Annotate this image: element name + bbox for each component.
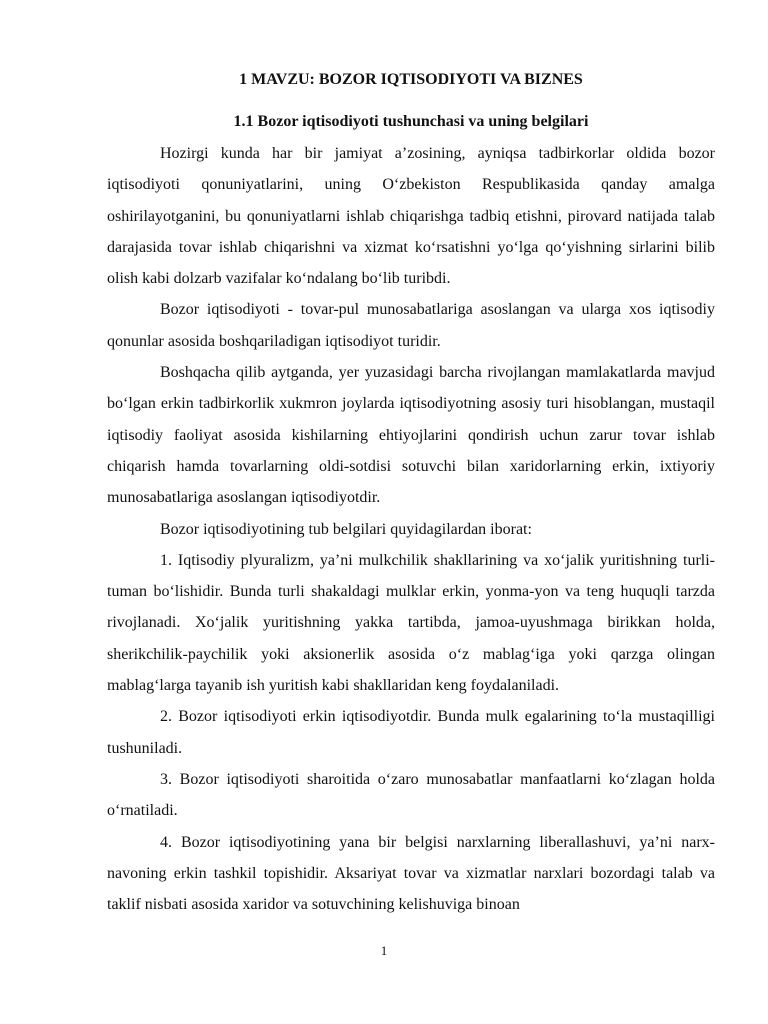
paragraph-feature-2: 2. Bozor iqtisodiyoti erkin iqtisodiyotdir. Bunda mulk egalarining to‘la mustaqilligi tushuniladi. [107, 708, 715, 757]
page-number: 1 [380, 943, 388, 958]
paragraph-intro: Hozirgi kunda har bir jamiyat a’zosining, ayniqsa tadbirkorlar oldida bozor iqtisodiyoti qonuniyatlarini, uning O‘zbekiston Respublikasida qanday amalga oshirilayotganini, bu qonuniyatlarni ishlab chiqarishga tadbiq etishni, pirovard natijada talab darajasida tovar ishlab chiqarishni va xizmat ko‘rsatishni yo‘lga qo‘yishning sirlarini bilib olish kabi dolzarb vazifalar ko‘ndalang bo‘lib turibdi. [107, 145, 715, 288]
page-content [107, 64, 715, 920]
paragraph-features-lead: Bozor iqtisodiyotining tub belgilari quyidagilardan iborat: [160, 520, 532, 538]
section-title: 1.1 Bozor iqtisodiyoti tushunchasi va uning belgilari [233, 113, 589, 130]
chapter-title: 1 MAVZU: BOZOR IQTISODIYOTI VA BIZNES [239, 71, 583, 88]
paragraph-definition: Bozor iqtisodiyoti - tovar-pul munosabatlariga asoslangan va ularga xos iqtisodiy qonunlar asosida boshqariladigan iqtisodiyot turidir. [107, 301, 715, 350]
paragraph-feature-3: 3. Bozor iqtisodiyoti sharoitida o‘zaro munosabatlar manfaatlarni ko‘zlagan holda o‘rnatiladi. [107, 770, 715, 820]
paragraph-feature-4: 4. Bozor iqtisodiyotining yana bir belgisi narxlarning liberallashuvi, ya’ni narx-navoning erkin tashkil topishidir. Aksariyat tovar va xizmatlar narxlari bozordagi talab va taklif nisbati asosida xaridor va sotuvchining kelishuviga binoan [107, 833, 715, 914]
paragraph-explanation: Boshqacha qilib aytganda, yer yuzasidagi barcha rivojlangan mamlakatlarda mavjud bo‘lgan erkin tadbirkorlik xukmron joylarda iqtisodiyotning asosiy turi hisoblangan, mustaqil iqtisodiy faoliyat asosida kishilarning ehtiyojlarini qondirish uchun zarur tovar ishlab chiqarish hamda tovarlarning oldi-sotdisi sotuvchi bilan xaridorlarning erkin, ixtiyoriy munosabatlariga asoslangan iqtisodiyotdir. [107, 364, 715, 507]
paragraph-feature-1: 1. Iqtisodiy plyuralizm, ya’ni mulkchilik shakllarining va xo‘jalik yuritishning turli-tuman bo‘lishidir. Bunda turli shakaldagi mulklar erkin, yonma-yon va teng huquqli tarzda rivojlanadi. Xo‘jalik yuritishning yakka tartibda, jamoa-uyushmaga birikkan holda, sherikchilik-paychilik yoki aksionerlik asosida o‘z mablag‘iga yoki qarzga olingan mablag‘larga tayanib ish yuritish kabi shakllaridan keng foydalaniladi. [107, 551, 715, 695]
